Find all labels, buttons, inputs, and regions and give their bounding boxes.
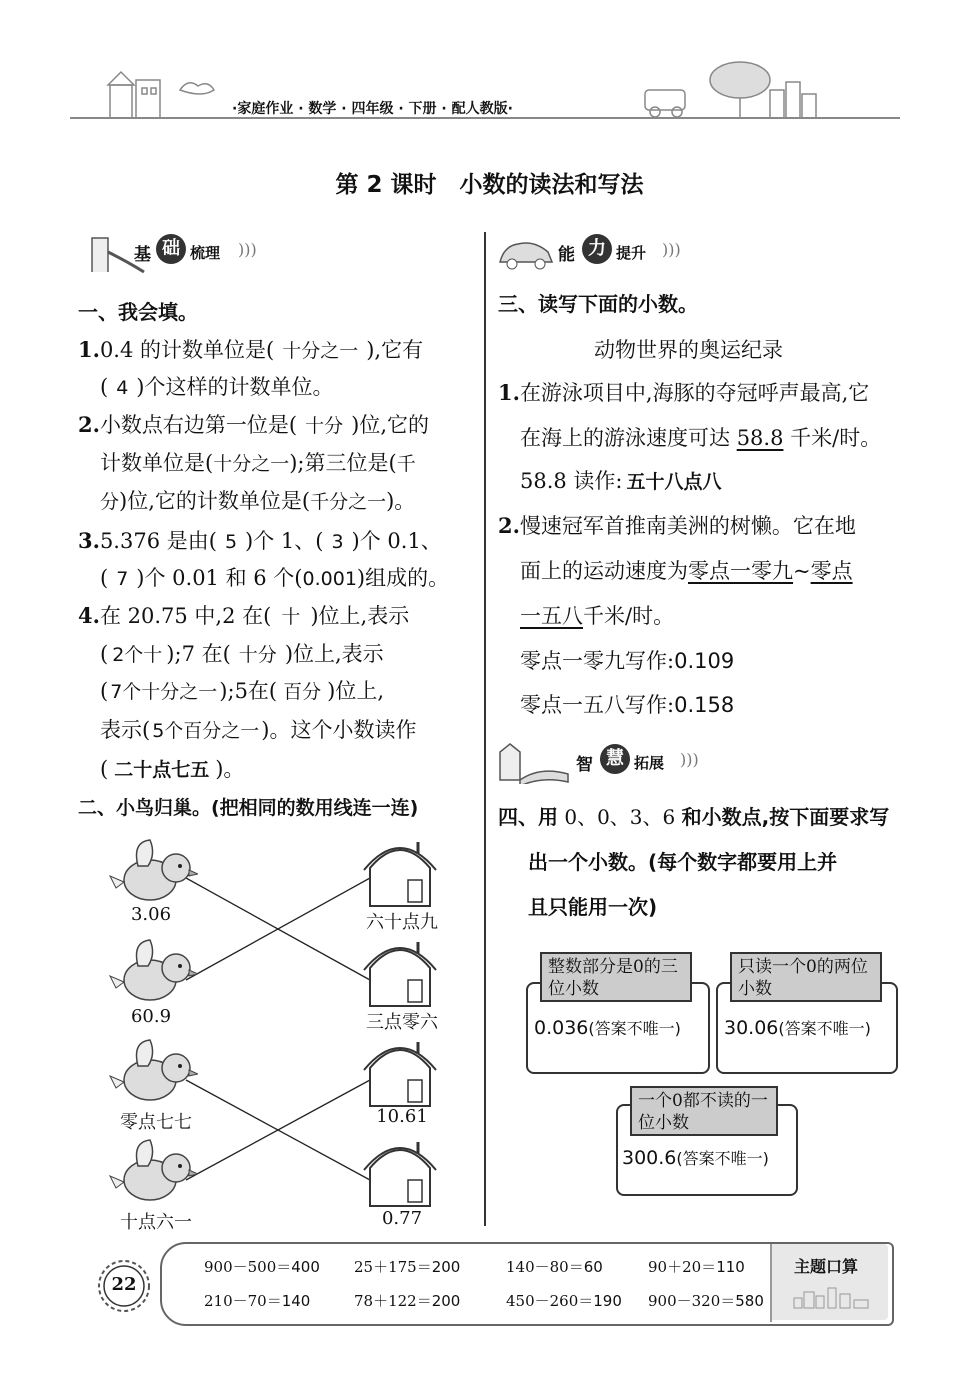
q4-line3: ( 7个十分之一);5在( 百分 )位上, <box>100 679 385 703</box>
house-icon <box>360 1138 440 1208</box>
underlined-value: 58.8 <box>736 426 784 450</box>
part1-heading: 一、我会填。 <box>78 300 198 324</box>
answer: 4 <box>116 377 129 399</box>
house-4 <box>360 1138 460 1238</box>
section-basic-label: 基 础 梳理 ))) <box>88 232 278 272</box>
calc-2: 25＋175＝200 <box>354 1258 461 1276</box>
calc-8: 900－320＝580 <box>648 1292 764 1310</box>
q4-line4: 表示( 5个百分之一)。这个小数读作 <box>100 718 417 742</box>
p3q1-line1: 1.在游泳项目中,海豚的夺冠呼声最高,它 <box>498 380 870 405</box>
underlined-value: 零点 <box>810 559 853 583</box>
p3q2-line3: 一五八千米/时。 <box>520 604 675 628</box>
bird-label: 60.9 <box>130 1006 172 1027</box>
part4-heading-line1: 四、用 0、0、3、6 和小数点,按下面要求写 <box>498 805 890 829</box>
house-1 <box>360 838 460 938</box>
p3q1-line2: 在海上的游泳速度可达 58.8 千米/时。 <box>520 426 882 450</box>
bird-4 <box>108 1138 208 1238</box>
calc-1: 900－500＝400 <box>204 1258 320 1276</box>
answer: 二十点七五 <box>114 759 210 781</box>
part2-heading: 二、小鸟归巢。(把相同的数用线连一连) <box>78 797 419 819</box>
house-icon <box>360 938 440 1008</box>
answer: 5个百分之一 <box>152 720 260 742</box>
answer: 0.109 <box>674 649 735 673</box>
answer: 0.158 <box>674 693 735 717</box>
house-3 <box>360 1038 460 1138</box>
q1-line1: 1.0.4 的计数单位是( 十分之一 ),它有 <box>78 337 424 362</box>
column-divider <box>484 232 486 1226</box>
page-number-badge <box>96 1258 152 1314</box>
bird-1 <box>108 838 208 938</box>
answer: 十分之一 <box>282 340 359 362</box>
house-label: 三点零六 <box>366 1012 438 1033</box>
bird-icon <box>108 1138 198 1208</box>
q3-line1: 3.5.376 是由( 5 )个 1、( 3 )个 0.1、 <box>78 528 442 553</box>
answer: 2个十 <box>112 644 163 666</box>
house-icon <box>360 1038 440 1108</box>
q3-line2: ( 7 )个 0.01 和 6 个(0.001)组成的。 <box>100 566 450 590</box>
q2-line1: 2.小数点右边第一位是( 十分 )位,它的 <box>78 412 430 437</box>
bird-label: 零点七七 <box>120 1112 192 1133</box>
answer: 十 <box>281 606 301 628</box>
answer: 千分之一 <box>310 491 387 513</box>
box-label-3: 一个0都不读的一位小数 <box>630 1086 778 1136</box>
answer: 0.001 <box>302 568 357 590</box>
books-icon <box>496 740 572 784</box>
house-label: 10.61 <box>376 1106 428 1127</box>
part3-subtitle: 动物世界的奥运纪录 <box>594 338 783 362</box>
answer: 十分 <box>238 644 277 666</box>
answer: 千 <box>396 453 416 475</box>
calc-4: 90＋20＝110 <box>648 1258 745 1276</box>
p3q2-line4: 零点一零九写作:0.109 <box>520 649 735 673</box>
q2-line2: 计数单位是(十分之一);第三位是(千 <box>100 451 416 475</box>
part4-heading-line3: 且只能用一次) <box>528 895 658 919</box>
p3q2-line2: 面上的运动速度为零点一零九~零点 <box>520 559 853 583</box>
bird-label: 十点六一 <box>120 1212 192 1233</box>
house-label: 0.77 <box>381 1208 423 1229</box>
wave-icon: ))) <box>680 750 699 769</box>
box-label-2: 只读一个0的两位小数 <box>730 952 882 1002</box>
box-label-1: 整数部分是0的三位小数 <box>540 952 692 1002</box>
answer: 百分 <box>283 681 322 703</box>
answer: 十分之一 <box>213 453 290 475</box>
calc-7: 450－260＝190 <box>506 1292 622 1310</box>
wave-icon: ))) <box>662 240 681 259</box>
answer: 5 <box>224 531 238 553</box>
bird-3 <box>108 1038 208 1138</box>
answer: 分 <box>100 491 120 513</box>
house-label: 六十点九 <box>366 912 438 933</box>
calc-5: 210－70＝140 <box>204 1292 311 1310</box>
answer: 7个十分之一 <box>110 681 218 703</box>
bird-label: 3.06 <box>130 904 172 925</box>
answer: 7 <box>116 568 129 590</box>
house-2 <box>360 938 460 1038</box>
part4-heading-line2: 出一个小数。(每个数字都要用上并 <box>528 850 838 874</box>
p3q2-line5: 零点一五八写作:0.158 <box>520 693 735 717</box>
header-series: ·家庭作业 · 数学 · 四年级 · 下册 · 配人教版· <box>232 101 513 117</box>
part3-heading: 三、读写下面的小数。 <box>498 292 698 316</box>
bird-icon <box>108 1038 198 1108</box>
house-icon <box>360 838 440 908</box>
calc-3: 140－80＝60 <box>506 1258 603 1276</box>
bird-icon <box>108 838 198 908</box>
wave-icon: ))) <box>238 240 257 259</box>
skyline-icon <box>790 1284 874 1310</box>
underlined-value: 一五八 <box>520 604 583 628</box>
answer: 3 <box>331 531 344 553</box>
topic-label: 主题口算 <box>794 1257 859 1276</box>
page-number: 22 <box>111 1274 137 1295</box>
calc-6: 78＋122＝200 <box>354 1292 461 1310</box>
box-answer-3: 300.6(答案不唯一) <box>622 1147 769 1169</box>
box-answer-2: 30.06(答案不唯一) <box>724 1017 871 1039</box>
underlined-value: 零点一零九 <box>688 559 793 583</box>
car-icon <box>496 236 556 272</box>
q2-line3: 分)位,它的计数单位是(千分之一)。 <box>100 489 416 513</box>
q4-line5: ( 二十点七五 )。 <box>100 757 245 781</box>
header-decoration <box>70 60 910 130</box>
section-ability-label: 能 力 提升 ))) <box>496 232 696 272</box>
p3q2-line1: 2.慢速冠军首推南美洲的树懒。它在地 <box>498 513 856 538</box>
bird-icon <box>108 938 198 1008</box>
q4-line1: 4.在 20.75 中,2 在( 十 )位上,表示 <box>78 603 410 628</box>
lesson-title: 第 2 课时 小数的读法和写法 <box>335 172 644 198</box>
box-answer-1: 0.036(答案不唯一) <box>534 1017 681 1039</box>
q1-line2: ( 4 )个这样的计数单位。 <box>100 375 334 399</box>
q4-line2: ( 2个十 );7 在( 十分 )位上,表示 <box>100 642 384 666</box>
bird-2 <box>108 938 208 1038</box>
answer: 五十八点八 <box>626 471 722 493</box>
section-wisdom-label: 智 慧 拓展 ))) <box>496 740 716 784</box>
p3q1-line3: 58.8 读作: 五十八点八 <box>520 469 722 493</box>
answer: 十分 <box>305 415 344 437</box>
